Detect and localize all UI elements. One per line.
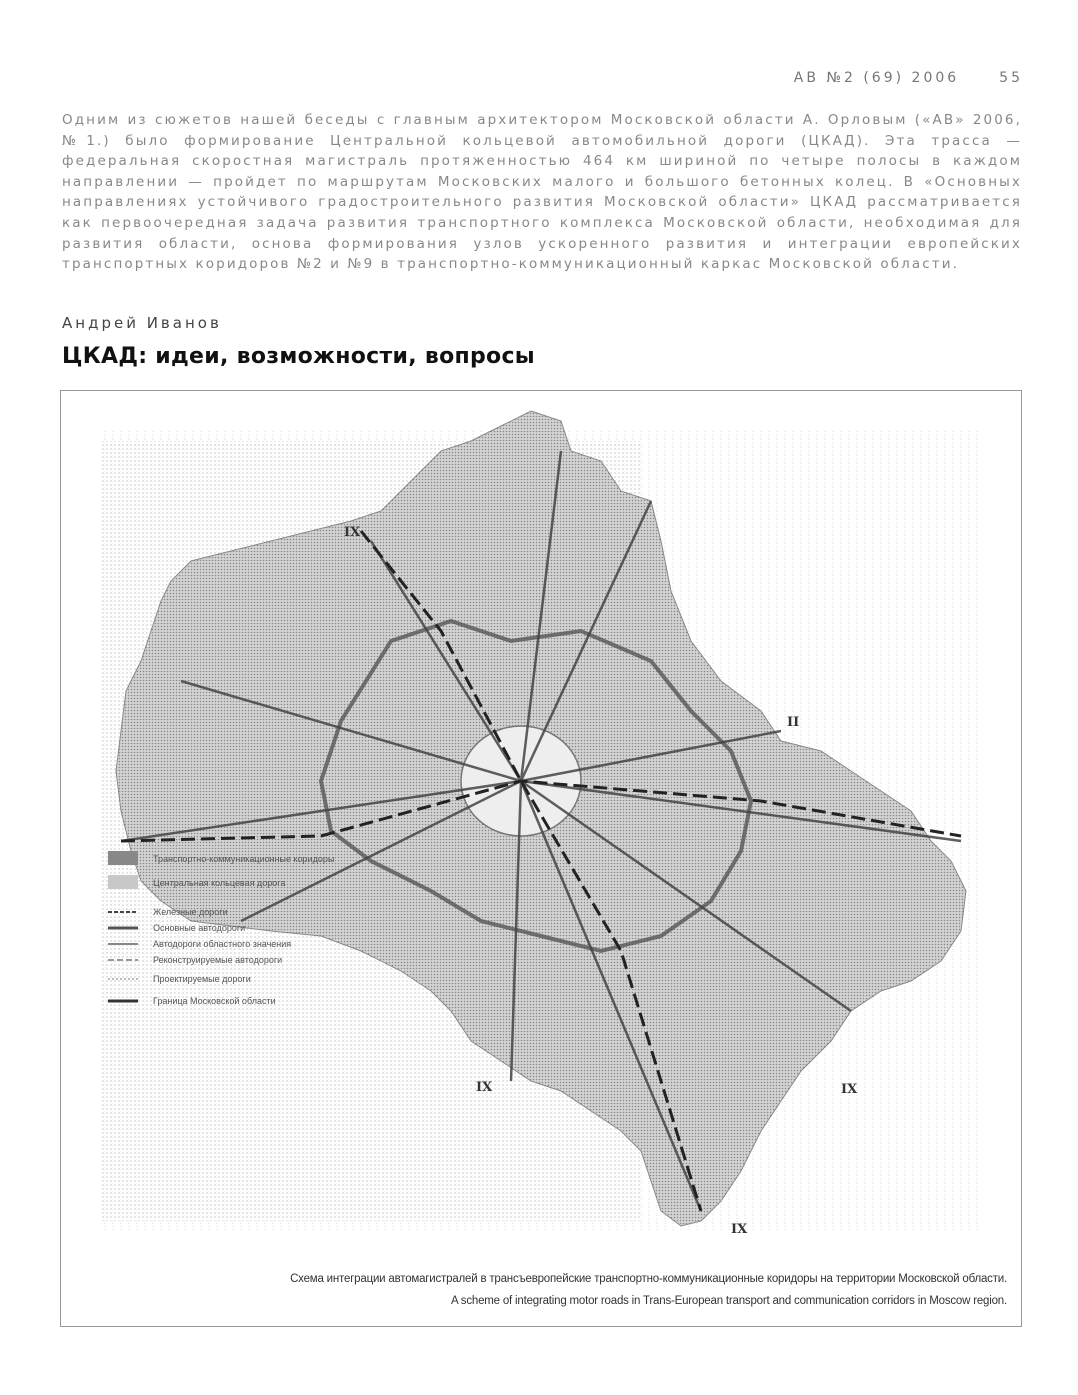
corridor-label-ix-bottom-left: IX: [476, 1080, 493, 1095]
article-title: ЦКАД: идеи, возможности, вопросы: [62, 344, 535, 369]
page-number: 55: [999, 70, 1023, 86]
moscow-region-map: [61, 391, 1021, 1326]
legend-label-corridors: Транспортно-коммуникационные коридоры: [153, 854, 335, 864]
legend-swatch-ckad: [108, 875, 138, 889]
legend-label-railways: Железные дороги: [153, 907, 228, 917]
author-name: Андрей Иванов: [62, 314, 222, 332]
journal-issue: АВ №2 (69) 2006: [793, 70, 960, 86]
legend-label-reconstructed-roads: Реконструируемые автодороги: [153, 955, 283, 965]
map-figure: [60, 390, 1022, 1327]
caption-russian: Схема интеграции автомагистралей в трансъевропейские транспортно-коммуникационные коридоры на территории Московской области.: [290, 1273, 1007, 1285]
page-header: [794, 70, 1023, 86]
legend-label-main-roads: Основные автодороги: [153, 923, 246, 933]
intro-paragraph: Одним из сюжетов нашей беседы с главным архитектором Московской области А. Орловым («АВ» 2006, №1.) было формирование Центральной кольцевой автомобильной дороги (ЦКАД). Эта трасса — федеральная скоростная магистраль протяженностью 464 км шириной по четыре полосы в каждом направлении — пройдет по маршрутам Московских малого и большого бетонных колец. В «Основных направлениях устойчивого градостроительного развития Московской области» ЦКАД рассматривается как первоочередная задача развития транспортного комплекса Московской области, необходимая для развития области, основа формирования узлов ускоренного развития и интеграции европейских транспортных коридоров №2 и №9 в транспортно-коммуникационный каркас Московской области.: [62, 112, 1022, 273]
legend-swatch-corridors: [108, 851, 138, 865]
corridor-label-ix-bottom: IX: [731, 1222, 748, 1237]
legend-label-ckad: Центральная кольцевая дорога: [153, 878, 286, 888]
corridor-label-ii-right: II: [787, 715, 800, 730]
legend-label-planned-roads: Проектируемые дороги: [153, 974, 251, 984]
legend-label-region-border: Граница Московской области: [153, 996, 276, 1006]
corridor-label-ix-bottom-right: IX: [841, 1082, 858, 1097]
caption-english: A scheme of integrating motor roads in Trans-European transport and communication corridors in Moscow region.: [450, 1295, 1007, 1307]
legend-label-regional-roads: Автодороги областного значения: [153, 939, 292, 949]
corridor-label-ix-top: IX: [344, 525, 361, 540]
